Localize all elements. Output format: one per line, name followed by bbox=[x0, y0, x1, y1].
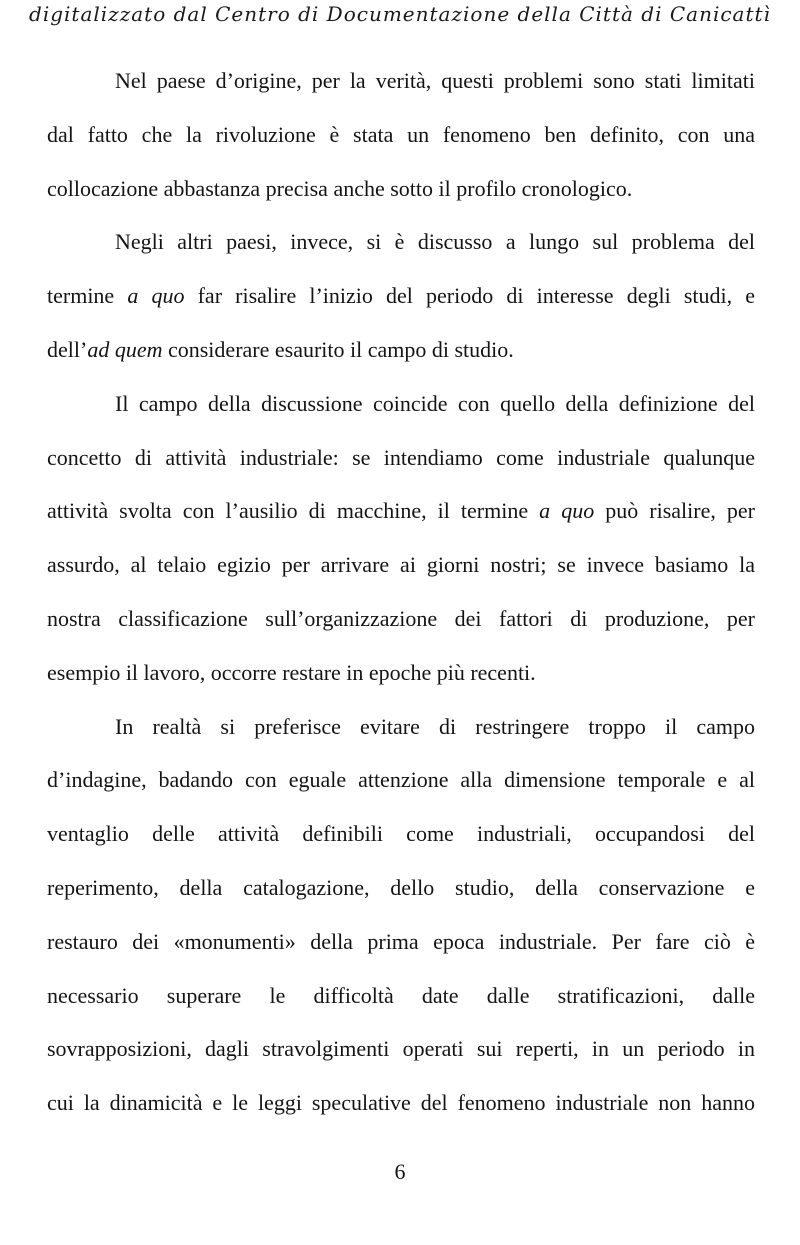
text-line: restauro dei «monumenti» della prima epoca industriale. Per fare ciò è bbox=[47, 928, 755, 954]
digitization-watermark: digitalizzato dal Centro di Documentazione della Città di Canicattì bbox=[29, 2, 771, 26]
text-line: dal fatto che la rivoluzione è stata un fenomeno ben definito, con una bbox=[47, 121, 755, 147]
text-line: cui la dinamicità e le leggi speculative del fenomeno industriale non hanno bbox=[47, 1090, 755, 1116]
text-line: nostra classificazione sull’organizzazione dei fattori di produzione, per bbox=[47, 605, 755, 631]
page-number: 6 bbox=[394, 1159, 406, 1184]
paragraph-1 bbox=[47, 54, 755, 215]
text-line: Negli altri paesi, invece, si è discusso a lungo sul problema del bbox=[115, 229, 755, 255]
text-line: concetto di attività industriale: se intendiamo come industriale qualunque bbox=[47, 444, 755, 470]
text-line: dell’ad quem considerare esaurito il campo di studio. bbox=[47, 336, 514, 362]
text-line: necessario superare le difficoltà date dalle stratificazioni, dalle bbox=[47, 982, 755, 1008]
text-line: Il campo della discussione coincide con quello della definizione del bbox=[115, 390, 755, 416]
paragraph-3 bbox=[47, 377, 755, 700]
paragraph-4 bbox=[47, 700, 755, 1130]
text-line: collocazione abbastanza precisa anche sotto il profilo cronologico. bbox=[47, 175, 633, 201]
text-line: assurdo, al telaio egizio per arrivare ai giorni nostri; se invece basiamo la bbox=[47, 552, 755, 578]
text-line: In realtà si preferisce evitare di restringere troppo il campo bbox=[115, 713, 755, 739]
text-line: attività svolta con l’ausilio di macchine, il termine a quo può risalire, per bbox=[47, 498, 755, 524]
text-line: reperimento, della catalogazione, dello studio, della conservazione e bbox=[47, 874, 755, 900]
paragraph-2 bbox=[47, 215, 755, 376]
text-line: Nel paese d’origine, per la verità, questi problemi sono stati limitati bbox=[115, 68, 755, 93]
text-line: esempio il lavoro, occorre restare in epoche più recenti. bbox=[47, 659, 536, 685]
body-text bbox=[47, 54, 755, 1130]
text-line: ventaglio delle attività definibili come industriali, occupandosi del bbox=[47, 821, 755, 847]
text-line: d’indagine, badando con eguale attenzione alla dimensione temporale e al bbox=[47, 767, 755, 793]
text-line: termine a quo far risalire l’inizio del periodo di interesse degli studi, e bbox=[47, 283, 755, 309]
text-line: sovrapposizioni, dagli stravolgimenti operati sui reperti, in un periodo in bbox=[47, 1036, 755, 1062]
